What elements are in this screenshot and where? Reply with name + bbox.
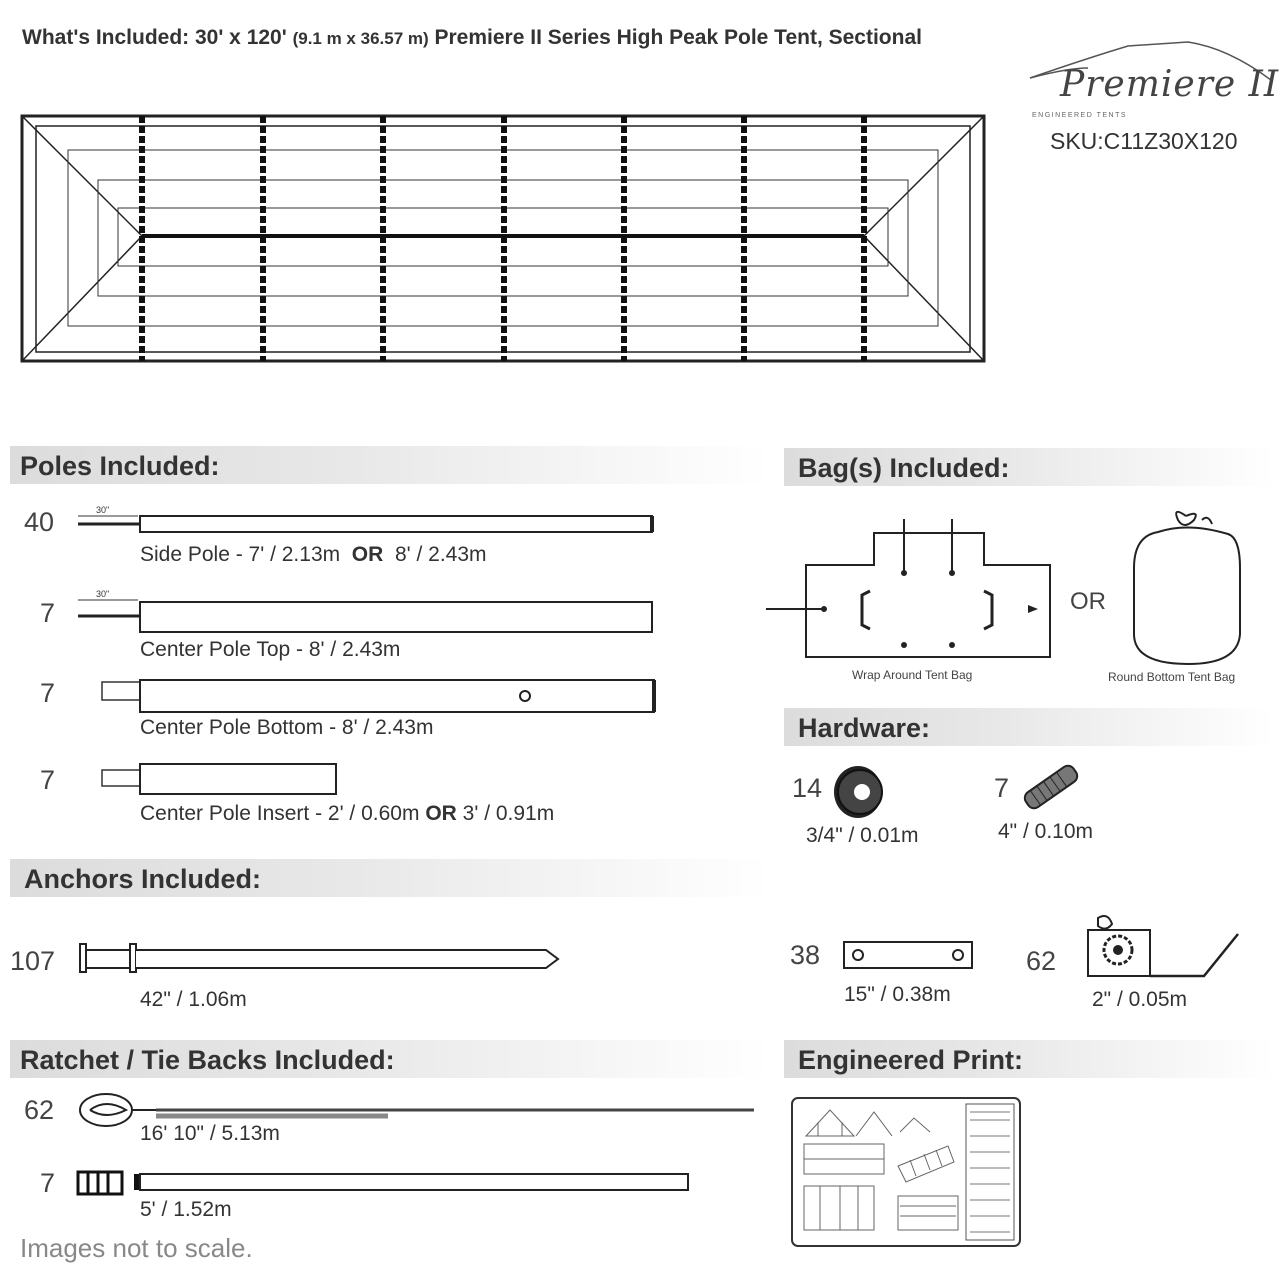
hardware-qty: 14 — [792, 773, 823, 803]
section-header-bags: Bag(s) Included: — [784, 448, 1274, 486]
hardware-label: 2" / 0.05m — [1092, 988, 1188, 1011]
pole-qty: 7 — [40, 678, 56, 708]
round-bottom-bag-icon — [1128, 508, 1248, 668]
side-pole-icon — [76, 502, 656, 542]
center-pole-bottom-icon — [100, 672, 660, 714]
pole-label: Center Pole Bottom - 8' / 2.43m — [140, 716, 434, 739]
ratchet-qty: 7 — [40, 1168, 56, 1198]
washer-icon — [830, 762, 890, 822]
ratchet-label: 5' / 1.52m — [140, 1198, 232, 1221]
bag-label: Round Bottom Tent Bag — [1108, 670, 1236, 684]
bolt-icon — [1016, 762, 1086, 812]
center-pole-top-icon — [76, 590, 656, 636]
svg-text:30": 30" — [96, 505, 110, 515]
hardware-qty: 7 — [994, 773, 1010, 803]
center-pole-insert-icon — [100, 758, 340, 798]
anchor-qty: 107 — [10, 946, 56, 976]
anchor-label: 42" / 1.06m — [140, 988, 247, 1011]
hardware-qty: 38 — [790, 940, 821, 970]
pole-label: Side Pole - 7' / 2.13m OR 8' / 2.43m — [140, 543, 487, 566]
pole-qty: 7 — [40, 765, 56, 795]
section-header-anchors: Anchors Included: — [10, 859, 770, 897]
pole-label: Center Pole Top - 8' / 2.43m — [140, 638, 401, 661]
brand-logo: Premiere II — [1060, 64, 1280, 105]
ratchet-strap-icon — [76, 1168, 692, 1198]
not-to-scale-note: Images not to scale. — [20, 1233, 253, 1263]
section-header-engineered-print: Engineered Print: — [784, 1040, 1274, 1078]
pole-qty: 7 — [40, 598, 56, 628]
sku-label: SKU:C11Z30X120 — [1050, 128, 1238, 154]
bag-or-label: OR — [1070, 588, 1106, 615]
section-header-hardware: Hardware: — [784, 708, 1274, 746]
anchor-stake-icon — [76, 942, 566, 978]
section-header-poles: Poles Included: — [10, 446, 770, 484]
hardware-qty: 62 — [1026, 946, 1057, 976]
tent-top-view-diagram — [18, 112, 988, 367]
ratchet-qty: 62 — [24, 1095, 55, 1125]
wrap-around-bag-icon — [762, 515, 1062, 665]
page-title: What's Included: 30' x 120' (9.1 m x 36.57 m) Premiere II Series High Peak Pole Tent, Sectional — [22, 26, 922, 49]
engineered-print-thumbnail — [790, 1096, 1024, 1250]
plate-icon — [840, 938, 976, 972]
svg-text:30": 30" — [96, 589, 110, 599]
hardware-label: 3/4" / 0.01m — [806, 824, 919, 847]
bag-label: Wrap Around Tent Bag — [852, 668, 973, 682]
pole-label: Center Pole Insert - 2' / 0.60m OR 3' / 0.91m — [140, 802, 555, 825]
section-header-ratchets: Ratchet / Tie Backs Included: — [10, 1040, 770, 1078]
ratchet-label: 16' 10" / 5.13m — [140, 1122, 280, 1145]
ratchet-icon — [1084, 910, 1244, 982]
pole-qty: 40 — [24, 507, 55, 537]
brand-logo-subtext: ENGINEERED TENTS — [1032, 112, 1128, 119]
hardware-label: 4" / 0.10m — [998, 820, 1094, 843]
hardware-label: 15" / 0.38m — [844, 983, 951, 1006]
